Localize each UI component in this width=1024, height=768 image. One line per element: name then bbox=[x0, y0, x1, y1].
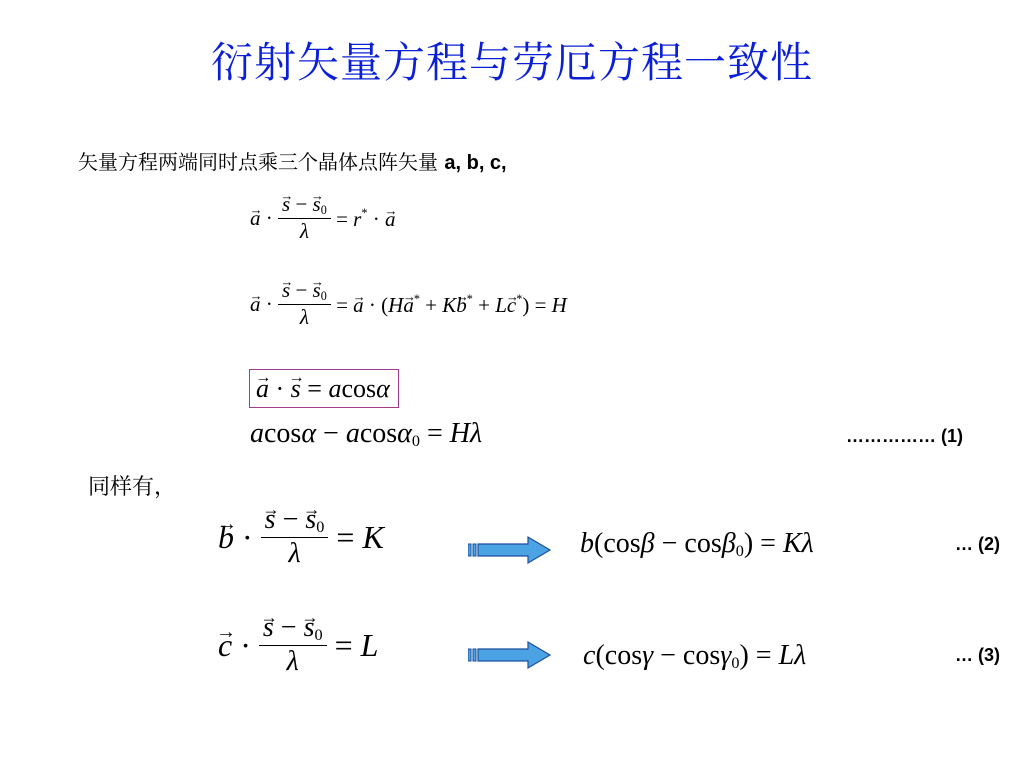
page-title: 衍射矢量方程与劳厄方程一致性 bbox=[210, 38, 813, 87]
equation-a-dot-s-r: → a · → $\frac{s - \to s_0}{\lambda}$ = r* · → a bbox=[250, 194, 395, 242]
equation-1-label: …………… (1) bbox=[846, 426, 963, 446]
equation-3: c(cosγ − cosγ$_0$) = Lλ bbox=[583, 640, 807, 673]
equation-3-label: … (3) bbox=[955, 645, 1000, 665]
same-text: 同样有， bbox=[88, 475, 177, 500]
equation-a-dot-hkl: → a · → $\frac{s - \to s_0}{\lambda}$ = → a · (H→ a* + K→ b* + L→ c*) = H bbox=[250, 280, 567, 328]
equation-2: b(cosβ − cosβ$_0$) = Kλ bbox=[580, 528, 814, 561]
right-arrow-icon bbox=[468, 640, 552, 670]
intro-vectors: a, b, c, bbox=[444, 152, 507, 174]
intro-sentence: 矢量方程两端同时点乘三个晶体点阵矢量 bbox=[78, 150, 438, 174]
equation-c-dot-s: → c · → $\frac{s - \to s_0}{\lambda}$ = L bbox=[218, 614, 378, 676]
boxed-equation-a-dot-s: → a · → s = acosα bbox=[249, 369, 399, 408]
equation-2-label: … (2) bbox=[955, 534, 1000, 554]
intro-text bbox=[78, 146, 507, 175]
equation-1: acosα − acosα$_0$ = Hλ bbox=[250, 418, 483, 451]
right-arrow-icon bbox=[468, 535, 552, 565]
equation-b-dot-s: → b · → $\frac{s - \to s_0}{\lambda}$ = K bbox=[218, 506, 384, 568]
